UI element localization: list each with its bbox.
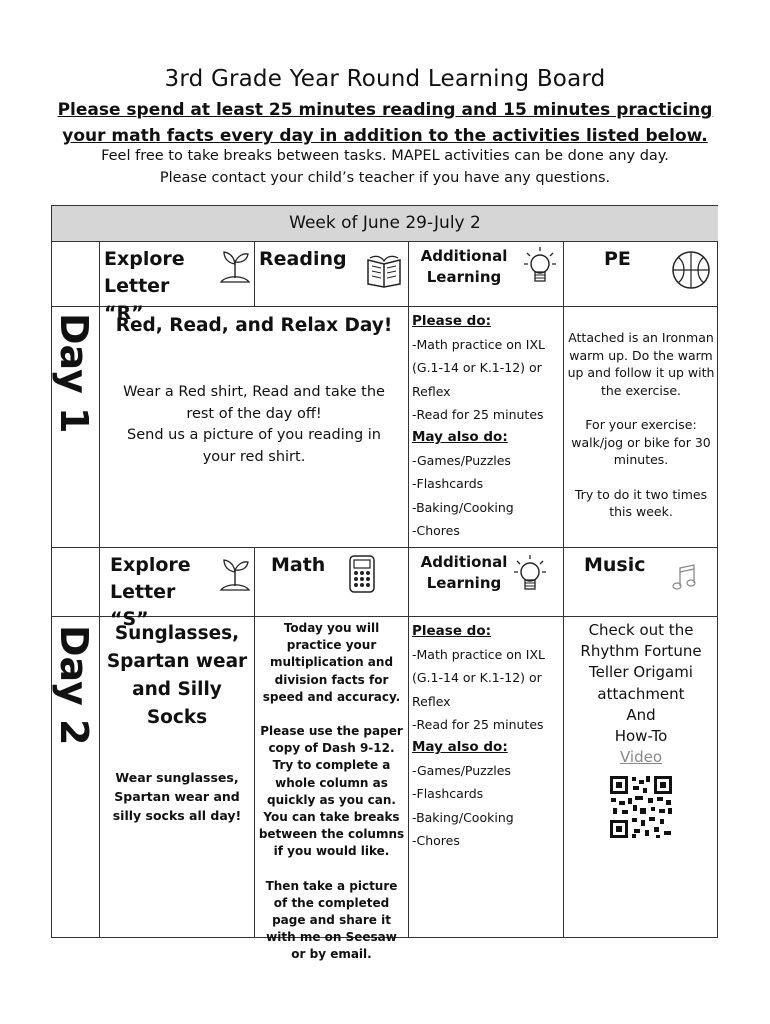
day2-theme xyxy=(100,617,255,938)
may-also-do-heading: May also do: xyxy=(412,739,508,756)
pe-header xyxy=(564,242,718,307)
corner-cell xyxy=(52,242,100,307)
instruction-text: Please spend at least 25 minutes reading and 15 minutes practicing your math facts every day in addition to the activities listed below. xyxy=(57,100,713,146)
music-line: Teller Origami xyxy=(589,663,693,682)
may-also-do-heading: May also do: xyxy=(412,429,508,446)
day2-math xyxy=(255,617,409,962)
list-item: -Chores xyxy=(412,832,460,848)
day1-additional xyxy=(409,307,564,548)
music-line: attachment xyxy=(597,684,685,703)
day2-label: Day 2 xyxy=(52,625,96,746)
list-item: -Math practice on IXL xyxy=(412,337,546,353)
lightbulb-icon xyxy=(513,553,547,595)
please-do-heading: Please do: xyxy=(412,313,492,329)
day1-label: Day 1 xyxy=(52,313,96,434)
sprout-icon xyxy=(218,248,252,284)
learning-board-table xyxy=(51,205,718,962)
pe-frequency-text: Try to do it two times this week. xyxy=(574,486,708,519)
list-item: -Baking/Cooking xyxy=(412,499,514,515)
music-label: Music xyxy=(584,554,646,576)
lightbulb-icon xyxy=(523,245,557,287)
corner-cell-2 xyxy=(52,548,100,617)
list-item: -Games/Puzzles xyxy=(412,763,511,779)
reading-label: Reading xyxy=(259,248,347,270)
basketball-icon xyxy=(670,249,712,291)
list-item: -Read for 25 minutes xyxy=(412,716,544,732)
math-intro-text: Today you will practice your multiplication and division facts for speed and accuracy. xyxy=(262,621,401,704)
week-header: Week of June 29-July 2 xyxy=(52,206,718,242)
math-label: Math xyxy=(271,554,326,576)
music-note-icon xyxy=(672,562,698,592)
music-line: Check out the xyxy=(588,621,694,639)
day1-pe xyxy=(564,307,718,548)
day2-additional xyxy=(409,617,564,938)
day2-theme-body: Wear sunglasses, Spartan wear and silly socks all day! xyxy=(112,770,242,823)
music-line: And xyxy=(626,705,656,724)
list-item: Reflex xyxy=(412,383,451,399)
list-item: -Baking/Cooking xyxy=(412,809,514,825)
pe-exercise-text: For your exercise: walk/jog or bike for 30 minutes. xyxy=(571,417,711,467)
day2-cell xyxy=(52,617,100,938)
list-item: -Chores xyxy=(412,522,460,538)
calculator-icon xyxy=(348,554,376,594)
please-do-heading: Please do: xyxy=(412,623,492,639)
list-item: -Read for 25 minutes xyxy=(412,406,544,422)
day1-theme-body1: Wear a Red shirt, Read and take the rest of the day off! xyxy=(123,384,385,422)
day1-cell xyxy=(52,307,100,548)
math-header xyxy=(255,548,409,617)
qr-code-icon[interactable] xyxy=(608,774,674,840)
day2-music xyxy=(564,617,718,938)
day2-theme-title: Sunglasses, Spartan wear and Silly Socks xyxy=(106,623,248,728)
pe-label: PE xyxy=(604,248,631,270)
explore-r-label: Explore Letter “R” xyxy=(104,248,185,324)
additional-header-2 xyxy=(409,548,564,617)
music-header xyxy=(564,548,718,617)
day1-theme xyxy=(100,307,409,548)
explore-s-header xyxy=(100,548,255,630)
pe-warmup-text: Attached is an Ironman warm up. Do the warm up and follow it up with the exercise. xyxy=(567,330,715,398)
explore-s-label: Explore Letter “S” xyxy=(110,554,191,630)
music-line: How-To xyxy=(614,727,668,746)
book-icon xyxy=(365,252,403,288)
list-item: -Math practice on IXL xyxy=(412,647,546,663)
additional-header-1 xyxy=(409,242,564,307)
list-item: Reflex xyxy=(412,693,451,709)
note-contact: Please contact your child’s teacher if you have any questions. xyxy=(159,170,611,186)
math-share-text: Then take a picture of the completed page and share it with me on Seesaw or by email. xyxy=(265,878,398,962)
page-title: 3rd Grade Year Round Learning Board xyxy=(164,66,606,92)
list-item: -Games/Puzzles xyxy=(412,453,511,469)
reading-header xyxy=(255,242,409,307)
sprout-icon xyxy=(218,556,252,592)
additional-label-1: Additional Learning xyxy=(420,247,508,286)
music-line: Rhythm Fortune xyxy=(580,642,702,661)
list-item: -Flashcards xyxy=(412,786,484,802)
list-item: (G.1-14 or K.1-12) or xyxy=(412,360,542,376)
additional-label-2: Additional Learning xyxy=(420,553,508,592)
day1-theme-title: Red, Read, and Relax Day! xyxy=(115,315,393,336)
math-instructions-text: Please use the paper copy of Dash 9-12. Try to complete a whole column as quickly as you can. You can take breaks between the columns if you would like. xyxy=(258,724,405,859)
list-item: (G.1-14 or K.1-12) or xyxy=(412,670,542,686)
day1-theme-body2: Send us a picture of you reading in your red shirt. xyxy=(127,427,381,465)
note-breaks: Feel free to take breaks between tasks. MAPEL activities can be done any day. xyxy=(101,148,669,164)
video-link[interactable]: Video xyxy=(619,748,663,767)
list-item: -Flashcards xyxy=(412,476,484,492)
explore-r-header xyxy=(100,242,255,324)
